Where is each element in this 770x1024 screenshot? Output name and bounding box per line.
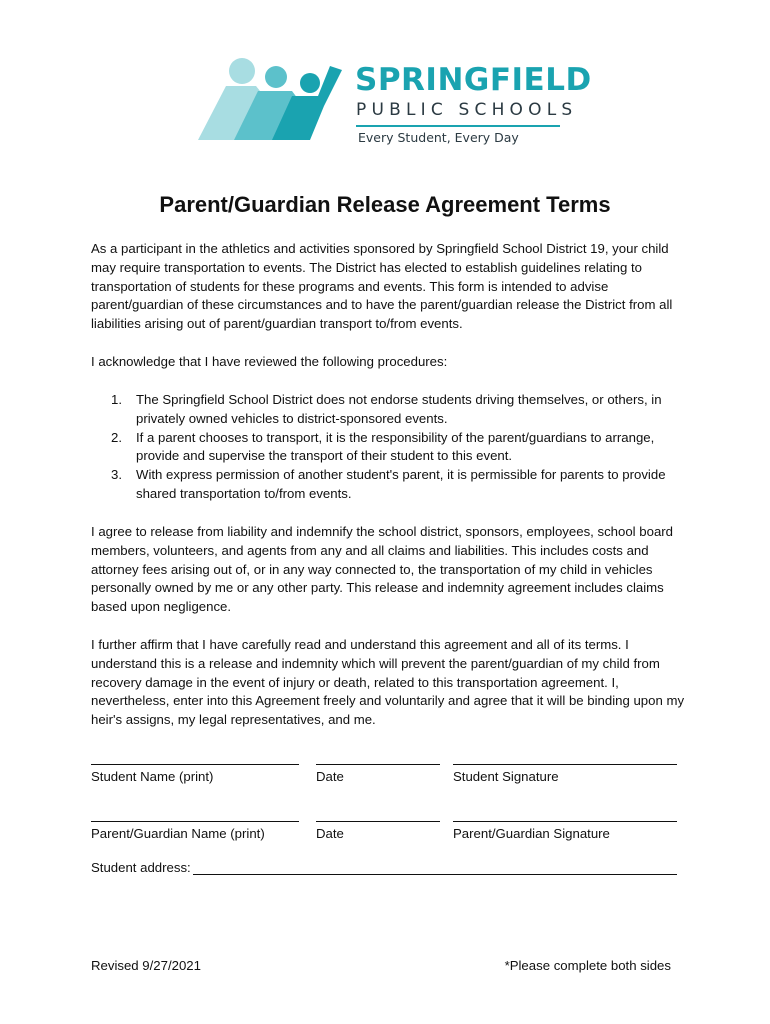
procedure-number: 3. xyxy=(111,467,122,483)
signature-line[interactable] xyxy=(316,754,440,765)
parent-name-field[interactable] xyxy=(91,811,299,841)
figure-left-head xyxy=(229,58,255,84)
student-name-field[interactable] xyxy=(91,754,299,784)
parent-signature-field[interactable] xyxy=(453,811,677,841)
procedure-item xyxy=(91,391,691,429)
procedure-text: With express permission of another student's parent, it is permissible for parents to provide shared transportation to/from events. xyxy=(136,467,666,501)
figure-middle-head xyxy=(265,66,287,88)
student-address-field[interactable] xyxy=(91,860,677,875)
student-signature-field[interactable] xyxy=(453,754,677,784)
student-name-label: Student Name (print) xyxy=(91,769,214,784)
acknowledge-paragraph: I acknowledge that I have reviewed the following procedures: xyxy=(91,354,448,369)
school-logo xyxy=(196,54,592,154)
procedure-text: If a parent chooses to transport, it is the responsibility of the parent/guardians to arrange, provide and supervise the transport of their student to this event. xyxy=(136,429,655,464)
student-date-label: Date xyxy=(316,769,344,784)
procedure-item xyxy=(91,429,691,467)
address-line[interactable] xyxy=(193,861,677,875)
student-signature-label: Student Signature xyxy=(453,769,559,784)
complete-both-sides-note: *Please complete both sides xyxy=(504,958,671,973)
procedures-list xyxy=(91,391,691,504)
signature-line[interactable] xyxy=(316,811,440,822)
parent-signature-label: Parent/Guardian Signature xyxy=(453,826,610,841)
logo-divider xyxy=(356,125,560,127)
signature-line[interactable] xyxy=(453,754,677,765)
affirm-paragraph: I further affirm that I have carefully read and understand this agreement and all of its terms. I understand this is a release and indemnity which will prevent the parent/guardian of my child from recovery damage in the event of injury or death, related to this transportation agreement. I, nevertheless, enter into this Agreement freely and voluntarily and agree that it will be binding upon my heir's assigns, my legal representatives, and me. xyxy=(91,637,685,728)
student-signature-row xyxy=(91,754,691,794)
logo-subname: PUBLIC SCHOOLS xyxy=(356,100,578,120)
logo-tagline: Every Student, Every Day xyxy=(358,130,519,145)
signature-line[interactable] xyxy=(91,754,299,765)
procedure-number: 2. xyxy=(111,429,122,445)
intro-paragraph: As a participant in the athletics and activities sponsored by Springfield School District 19, your child may require transportation to events. The District has elected to establish guidelines relating to transportation of students for these programs and events. This form is intended to advise parent/guardian of these circumstances and to have the parent/guardian release the District from all liabilities arising out of parent/guardian transport to/from events. xyxy=(91,241,673,332)
student-address-label: Student address: xyxy=(91,860,191,875)
parent-date-field[interactable] xyxy=(316,811,440,841)
parent-signature-row xyxy=(91,811,691,851)
signature-line[interactable] xyxy=(453,811,677,822)
revised-date: Revised 9/27/2021 xyxy=(91,958,201,973)
logo-name: SPRINGFIELD xyxy=(355,62,592,98)
students-figures-icon xyxy=(196,54,346,154)
procedure-number: 1. xyxy=(111,392,122,407)
student-date-field[interactable] xyxy=(316,754,440,784)
procedure-text: The Springfield School District does not endorse students driving themselves, or others, in privately owned vehicles to district-sponsored events. xyxy=(136,392,662,426)
figure-right-head xyxy=(300,73,320,93)
signature-line[interactable] xyxy=(91,811,299,822)
procedure-item xyxy=(91,466,691,504)
parent-date-label: Date xyxy=(316,826,344,841)
release-paragraph: I agree to release from liability and indemnify the school district, sponsors, employees, school board members, volunteers, and agents from any and all claims and liabilities. This includes costs and attorney fees arising out of, or in any way connected to, the transportation of my child in vehicles personally owned by me or any other party. This release and indemnity agreement includes claims based upon negligence. xyxy=(91,524,674,615)
document-title: Parent/Guardian Release Agreement Terms xyxy=(159,192,611,217)
parent-name-label: Parent/Guardian Name (print) xyxy=(91,826,265,841)
